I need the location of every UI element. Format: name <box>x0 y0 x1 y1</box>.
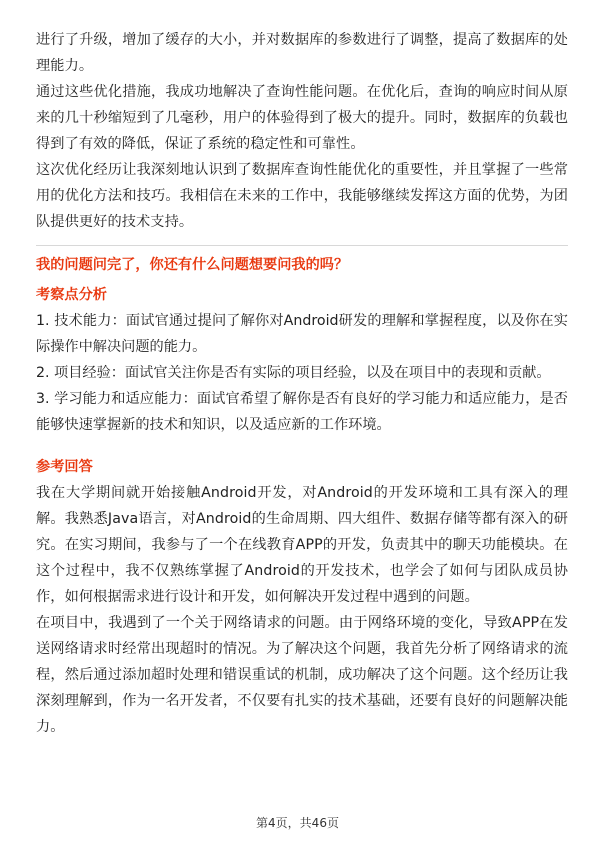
analysis-item-2: 2. 项目经验：面试官关注你是否有实际的项目经验，以及在项目中的表现和贡献。 <box>36 365 551 381</box>
page-number-footer: 第4页，共46页 <box>256 816 339 830</box>
answer-paragraph-1: 我在大学期间就开始接触Android开发，对Android的开发环境和工具有深入的理解。我熟悉Java语言，对Android的生命周期、四大组件、数据存储等都有深入的研究。在实习期间，我参与了一个在线教育APP的开发，负责其中的聊天功能模块。在这个过程中，我不仅熟练掌握了Android的开发技术，也学会了如何与团队成员协作，如何根据需求进行设计和开发，如何解决开发过程中遇到的问题。 <box>36 485 568 605</box>
interview-question: 我的问题问完了，你还有什么问题想要问我的吗？ <box>36 257 349 273</box>
intro-paragraph-3: 这次优化经历让我深刻地认识到了数据库查询性能优化的重要性，并且掌握了一些常用的优化方法和技巧。我相信在未来的工作中，我能够继续发挥这方面的优势，为团队提供更好的技术支持。 <box>36 162 568 230</box>
section-spacer <box>36 438 568 450</box>
answer-paragraph-2: 在项目中，我遇到了一个关于网络请求的问题。由于网络环境的变化，导致APP在发送网络请求时经常出现超时的情况。为了解决这个问题，我首先分析了网络请求的流程，然后通过添加超时处理和错误重试的机制，成功解决了这个问题。这个经历让我深刻理解到，作为一名开发者，不仅要有扎实的技术基础，还要有良好的问题解决能力。 <box>36 615 568 735</box>
analysis-item-3: 3. 学习能力和适应能力：面试官希望了解你是否有良好的学习能力和适应能力，是否能够快速掌握新的技术和知识，以及适应新的工作环境。 <box>36 391 568 433</box>
section-divider <box>36 245 568 246</box>
intro-paragraph-2: 通过这些优化措施，我成功地解决了查询性能问题。在优化后，查询的响应时间从原来的几十秒缩短到了几毫秒，用户的体验得到了极大的提升。同时，数据库的负载也得到了有效的降低，保证了系统的稳定性和可靠性。 <box>36 84 568 152</box>
document-page <box>36 27 568 740</box>
answer-heading: 参考回答 <box>36 459 93 475</box>
analysis-item-1: 1. 技术能力：面试官通过提问了解你对Android研发的理解和掌握程度，以及你在实际操作中解决问题的能力。 <box>36 313 568 355</box>
analysis-heading: 考察点分析 <box>36 287 107 303</box>
intro-paragraph-1: 进行了升级，增加了缓存的大小，并对数据库的参数进行了调整，提高了数据库的处理能力。 <box>36 32 568 74</box>
